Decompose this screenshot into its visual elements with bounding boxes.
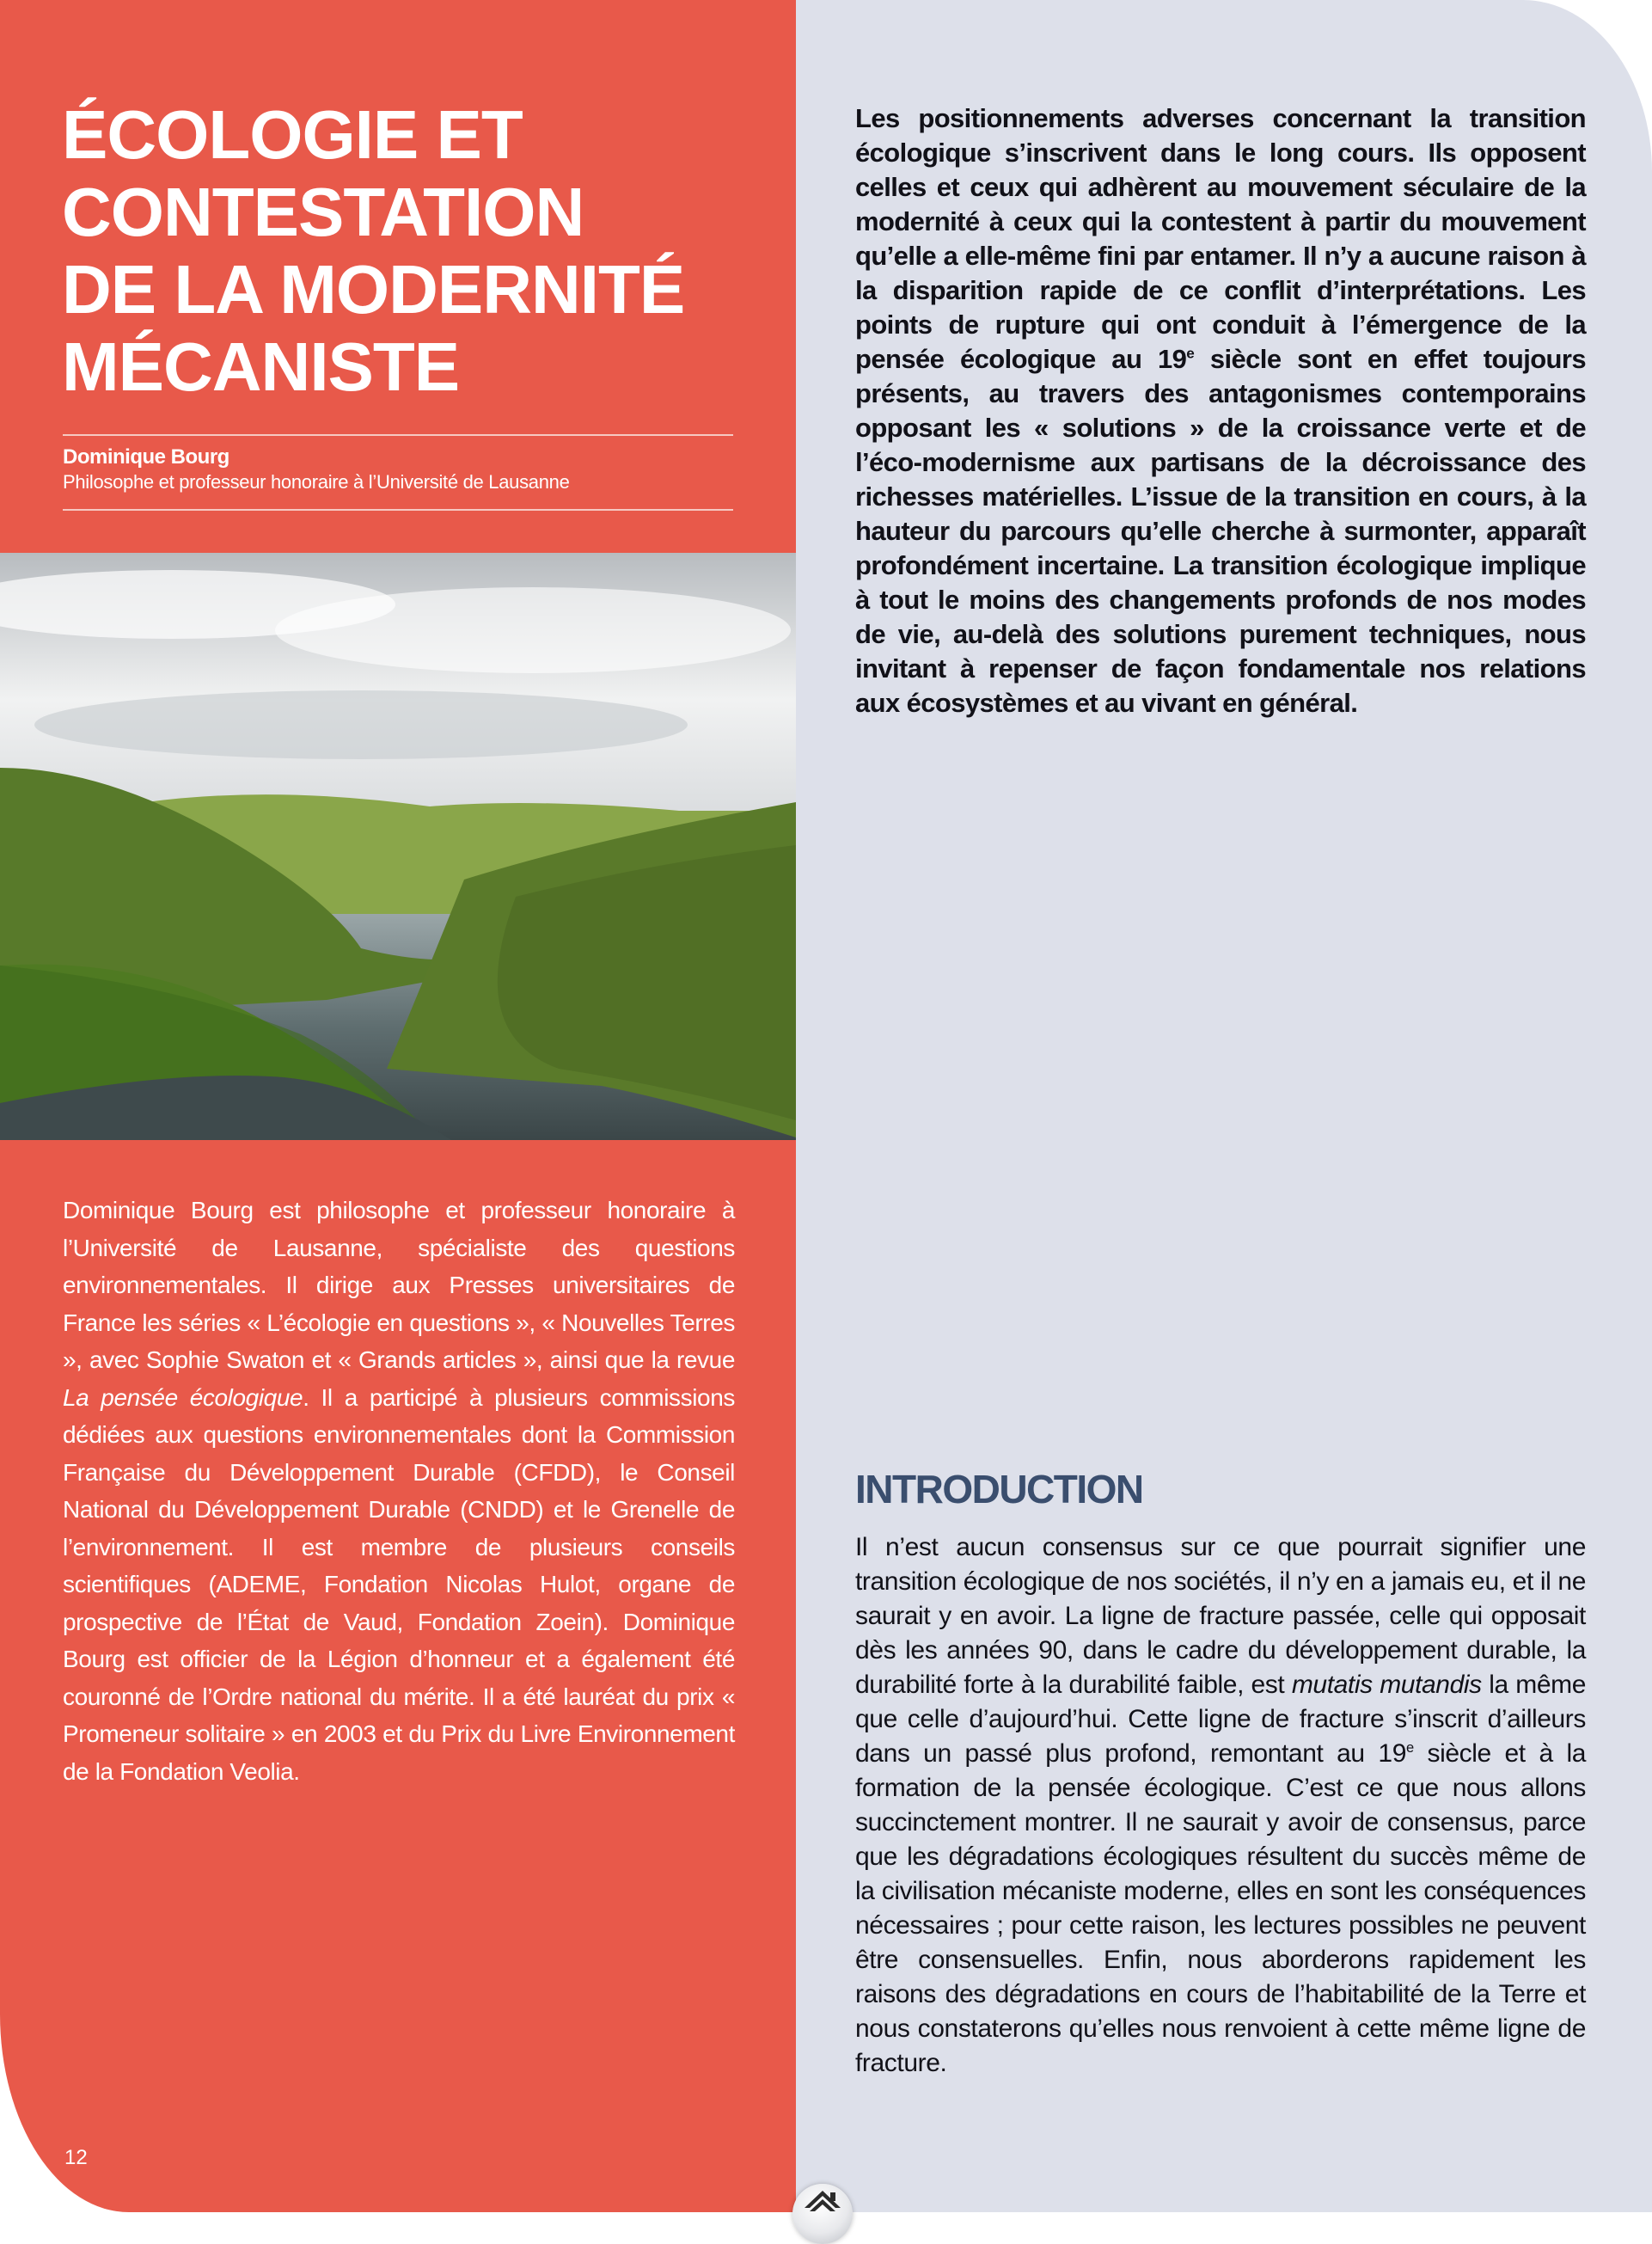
abstract: [855, 101, 1586, 720]
introduction-body: [855, 1530, 1586, 2081]
introduction-heading: INTRODUCTION: [855, 1467, 1143, 1511]
title-line-1: ÉCOLOGIE ET: [62, 96, 523, 173]
intro-superscript: e: [1406, 1740, 1414, 1756]
divider-top: [63, 434, 733, 436]
bio-text-2: . Il a participé à plusieurs commissions dédiées aux questions environnementales dont la Commission Française du Développement Durable (CFDD), le Conseil National du Développement Durable (CNDD) et le Grenelle de l’environnement. Il est membre de plusieurs conseils scientifiques (ADEME, Fondation Nicolas Hulot, organe de prospective de l’État de Vaud, Fondation Zoein). Dominique Bourg est officier de la Légion d’honneur et a également été couronné de l’Ordre national du mérite. Il a été lauréat du prix « Promeneur solitaire » en 2003 et du Prix du Livre Environnement de la Fondation Veolia.: [63, 1383, 735, 1785]
abstract-superscript: e: [1186, 345, 1195, 362]
intro-text-1: Il n’est aucun consensus sur ce que pourrait signifier une transition écologique de nos sociétés, il n’y en a jamais eu, et il ne saurait y en avoir. La ligne de fracture passée, celle qui opposait dès les années 90, dans le cadre du développement durable, la durabilité forte à la durabilité faible, est: [855, 1533, 1586, 1699]
landscape-photo: [0, 553, 796, 1140]
author-name: Dominique Bourg: [63, 445, 229, 469]
article-title: [62, 96, 750, 406]
divider-bottom: [63, 509, 733, 511]
author-role: Philosophe et professeur honoraire à l’Université de Lausanne: [63, 471, 570, 493]
bio-journal-title: La pensée écologique: [63, 1383, 303, 1411]
abstract-text-2: siècle sont en effet toujours présents, au travers des antagonismes contemporains opposant les « solutions » de la croissance verte et de l’éco-modernisme aux partisans de la décroissance des richesses matérielles. L’issue de la transition en cours, à la hauteur du parcours qu’elle cherche à surmonter, apparaît profondément incertaine. La transition écologique implique à tout le moins des changements profonds de nos modes de vie, au-delà des solutions purement techniques, nous invitant à repenser de façon fondamentale nos relations aux écosystèmes et au vivant en général.: [855, 344, 1586, 718]
intro-latin-phrase: mutatis mutandis: [1291, 1671, 1482, 1699]
home-button[interactable]: [792, 2184, 853, 2244]
author-bio: [63, 1192, 735, 1790]
title-line-3: DE LA MODERNITÉ: [62, 251, 685, 328]
page-number: 12: [64, 2146, 88, 2169]
landscape-photo-icon: [0, 553, 796, 1140]
intro-text-2: la même que celle d’aujourd’hui. Cette ligne de fracture s’inscrit d’ailleurs dans un passé plus profond, remontant au 19: [855, 1671, 1587, 1768]
abstract-text-1: Les positionnements adverses concernant la transition écologique s’inscrivent dans le long cours. Ils opposent celles et ceux qui adhèrent au mouvement séculaire de la modernité à ceux qui la contestent à partir du mouvement qu’elle a elle-même fini par entamer. Il n’y a aucune raison à la disparition rapide de ce conflit d’interprétations. Les points de rupture qui ont conduit à l’émergence de la pensée écologique au 19: [855, 103, 1586, 374]
intro-text-3: siècle et à la formation de la pensée écologique. C’est ce que nous allons succinctement montrer. Il ne saurait y avoir de consensus, parce que les dégradations écologiques résultent du succès même de la civilisation mécaniste moderne, elles en sont les conséquences nécessaires ; pour cette raison, les lectures possibles ne peuvent être consensuelles. Enfin, nous aborderons rapidement les raisons des dégradations en cours de l’habitabilité de la Terre et nous constaterons qu’elles nous renvoient à cette même ligne de fracture.: [855, 1739, 1586, 2077]
bio-text-1: Dominique Bourg est philosophe et professeur honoraire à l’Université de Lausanne, spécialiste des questions environnementales. Il dirige aux Presses universitaires de France les séries « L’écologie en questions », « Nouvelles Terres », avec Sophie Swaton et « Grands articles », ainsi que la revue: [63, 1197, 735, 1373]
home-icon: [803, 2189, 842, 2223]
title-line-4: MÉCANISTE: [62, 328, 460, 405]
title-line-2: CONTESTATION: [62, 174, 584, 250]
